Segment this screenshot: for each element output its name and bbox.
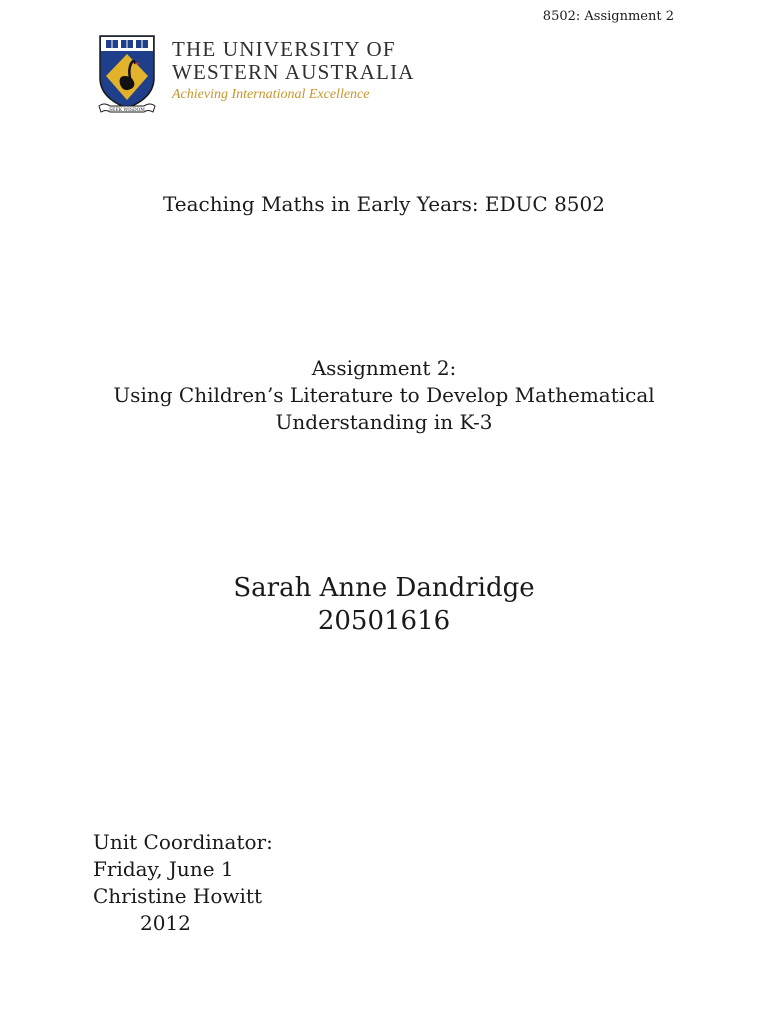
header-reference: 8502: Assignment 2: [542, 9, 674, 24]
submission-date: Friday, June 1: [93, 857, 234, 881]
university-tagline: Achieving International Excellence: [172, 87, 370, 102]
coordinator-name: Christine Howitt: [93, 884, 262, 908]
student-id: 20501616: [317, 606, 451, 636]
author-block: [0, 572, 768, 638]
assignment-block: [0, 355, 768, 436]
coordinator-label: Unit Coordinator:: [93, 830, 273, 854]
submission-year: 2012: [140, 911, 191, 935]
university-wordmark: [172, 37, 415, 103]
university-logo: [96, 32, 415, 116]
course-title: Teaching Maths in Early Years: EDUC 8502: [163, 192, 605, 216]
crest-motto: SEEK WISDOM: [109, 108, 145, 113]
assignment-title-line1: Using Children’s Literature to Develop Mathematical: [113, 383, 655, 407]
university-crest-icon: [96, 32, 158, 116]
assignment-label: Assignment 2:: [311, 356, 457, 380]
footer-block: [93, 829, 273, 937]
author-name: Sarah Anne Dandridge: [233, 573, 535, 603]
assignment-title-line2: Understanding in K-3: [275, 410, 493, 434]
university-name-line2: WESTERN AUSTRALIA: [172, 60, 415, 84]
university-name-line1: THE UNIVERSITY OF: [172, 37, 396, 61]
